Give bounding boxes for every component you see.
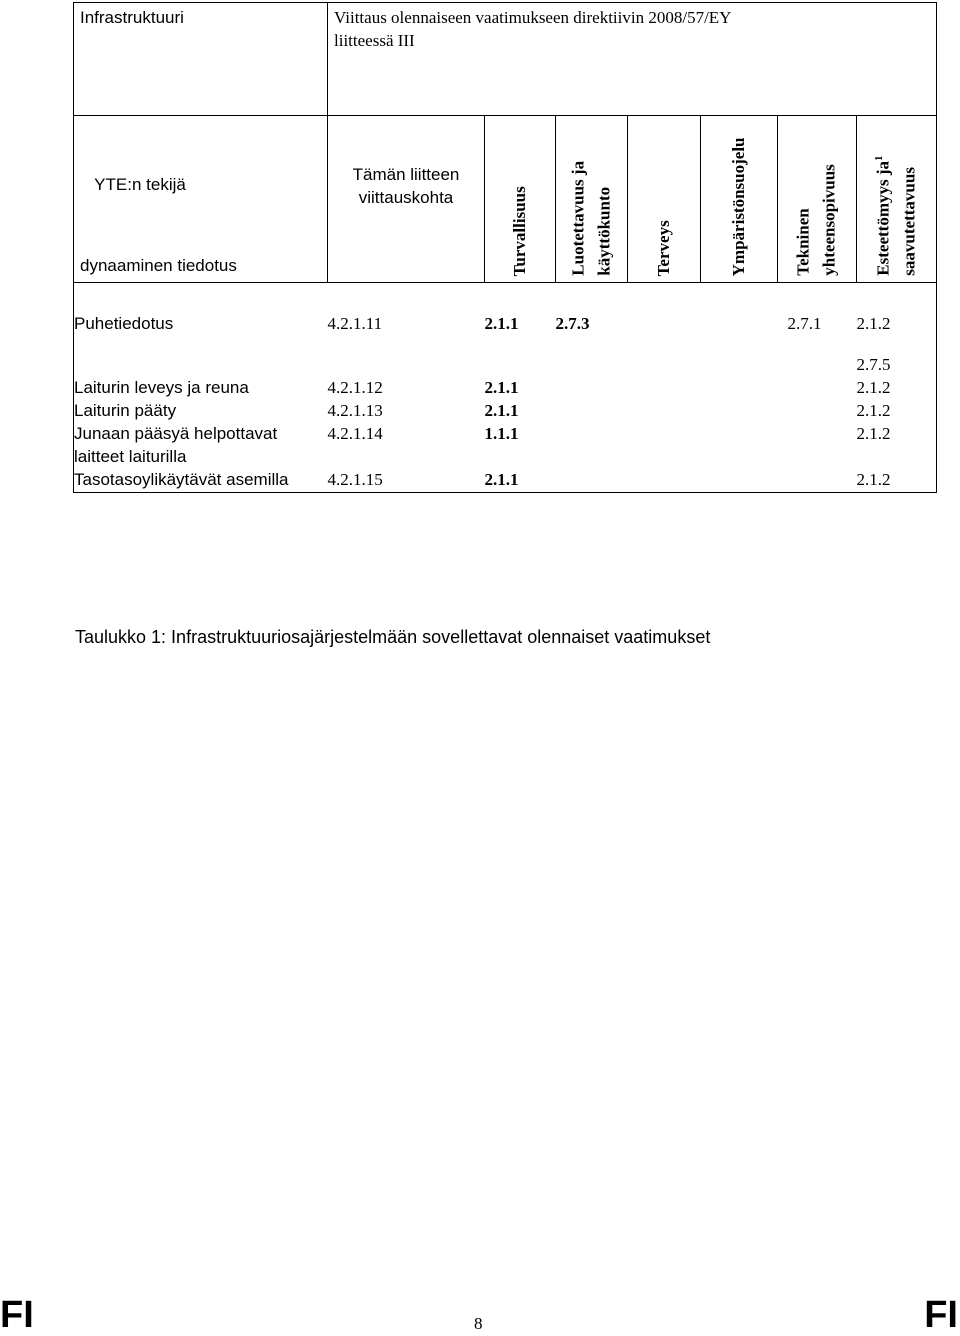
row-name: Tasotasoylikäytävät asemilla: [74, 469, 328, 492]
col-label-environment: Ympäristönsuojelu: [728, 137, 748, 276]
reference-header-cell: [328, 3, 937, 116]
row-accessibility: 2.1.2: [857, 377, 937, 400]
row-name: Junaan pääsyä helpottavat laitteet laiturilla: [74, 423, 328, 469]
infra-header-cell: [74, 3, 328, 116]
row-accessibility: 2.1.2: [857, 400, 937, 423]
table-row: [74, 469, 937, 492]
row-technical: [778, 423, 857, 469]
col-header-environment: [701, 116, 778, 283]
row-name: Puhetiedotus: [74, 283, 328, 377]
row-reliability: [556, 377, 628, 400]
table-row: [74, 377, 937, 400]
annex-ref-label: Tämän liitteen viittauskohta: [352, 165, 460, 207]
row-name: Laiturin pääty: [74, 400, 328, 423]
row-health: [628, 377, 701, 400]
row-accessibility: 2.1.2 2.7.5: [857, 283, 937, 377]
header-row-top: [74, 3, 937, 116]
footer-language-left: FI: [0, 1294, 34, 1336]
row-reliability: [556, 423, 628, 469]
row-ref: 4.2.1.11: [327, 314, 383, 333]
row-name: Laiturin leveys ja reuna: [74, 377, 328, 400]
annex-ref-header-cell: [328, 116, 485, 283]
row-safety: 2.1.1: [484, 377, 519, 397]
row-environment: [701, 283, 778, 377]
row-reliability: [556, 400, 628, 423]
row-environment: [701, 469, 778, 492]
row-safety: 2.1.1: [485, 469, 556, 492]
row-environment: [701, 377, 778, 400]
row-technical: [778, 377, 857, 400]
col-label-technical: Tekninen yhteensopivuus: [793, 164, 839, 276]
row-safety: 2.1.1: [484, 314, 519, 333]
col-label-reliability: Luotettavuus ja käyttökunto: [568, 161, 614, 276]
page-number: 8: [474, 1314, 483, 1333]
row-environment: [701, 400, 778, 423]
footer-language-right: FI: [924, 1294, 958, 1336]
row-technical: [778, 400, 857, 423]
col-header-health: [628, 116, 701, 283]
reference-label: Viittaus olennaiseen vaatimukseen direktiivin 2008/57/EY liitteessä III: [334, 8, 731, 50]
row-ref: 4.2.1.12: [327, 377, 383, 397]
row-accessibility: 2.1.2: [857, 469, 937, 492]
yte-label: YTE:n tekijä: [94, 175, 186, 194]
table-row: [74, 283, 937, 377]
table-row: [74, 423, 937, 469]
col-label-health: Terveys: [653, 219, 673, 276]
col-header-accessibility: [857, 116, 937, 283]
row-health: [628, 469, 701, 492]
row-reliability: [556, 469, 628, 492]
col-header-technical: [778, 116, 857, 283]
row-accessibility: 2.1.2: [857, 423, 937, 469]
row-environment: [701, 423, 778, 469]
header-row-columns: [74, 116, 937, 283]
col-label-safety: Turvallisuus: [509, 185, 529, 276]
yte-sub-label: dynaaminen tiedotus: [80, 256, 237, 276]
table-row: [74, 400, 937, 423]
row-health: [628, 423, 701, 469]
row-ref: 4.2.1.15: [328, 469, 485, 492]
table-caption: Taulukko 1: Infrastruktuuriosajärjestelmään sovellettavat olennaiset vaatimukset: [75, 627, 711, 647]
row-health: [628, 283, 701, 377]
row-safety: 2.1.1: [484, 400, 519, 420]
col-label-accessibility: Esteettömyys $ja^1$ saavutettavuus: [872, 155, 919, 276]
requirements-table: [73, 2, 937, 493]
col-header-safety: [485, 116, 556, 283]
row-ref: 4.2.1.14: [327, 423, 383, 443]
row-safety: 1.1.1: [484, 423, 519, 443]
infra-label: Infrastruktuuri: [80, 8, 184, 27]
row-ref: 4.2.1.13: [327, 400, 383, 420]
row-technical: [778, 469, 857, 492]
row-technical: 2.7.1: [787, 314, 822, 333]
row-reliability: 2.7.3: [555, 314, 590, 333]
row-health: [628, 400, 701, 423]
yte-header-cell: [74, 116, 328, 283]
col-header-reliability: [556, 116, 628, 283]
